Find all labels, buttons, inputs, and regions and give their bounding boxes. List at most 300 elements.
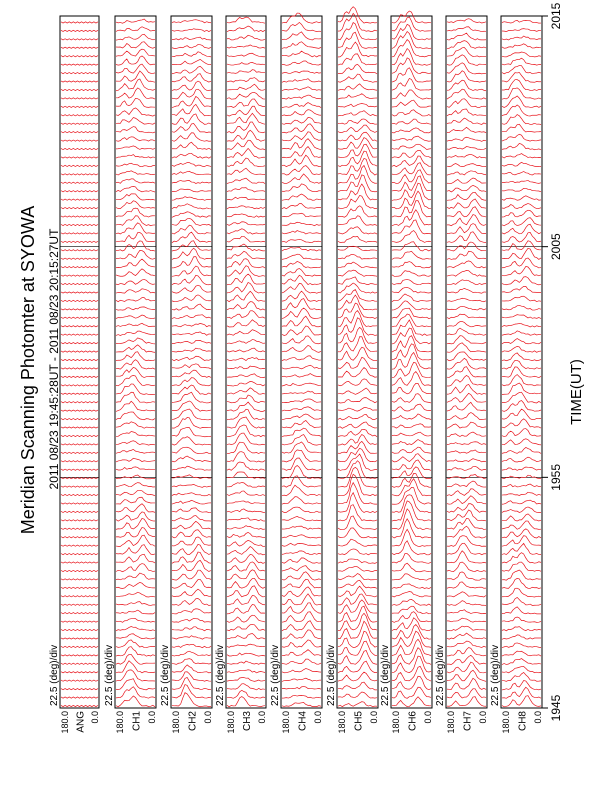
profile-trace <box>227 63 265 66</box>
profile-trace <box>116 352 155 361</box>
profile-trace <box>172 500 211 504</box>
x-tick-label: 1955 <box>549 463 563 491</box>
profile-trace <box>338 429 377 436</box>
profile-trace <box>116 610 155 614</box>
profile-trace <box>61 132 98 133</box>
panel-strip-group <box>49 7 543 734</box>
profile-trace <box>447 178 486 183</box>
profile-trace <box>338 682 377 690</box>
profile-trace <box>338 175 377 192</box>
profile-trace <box>116 98 155 107</box>
profile-trace <box>282 275 321 284</box>
profile-trace <box>502 224 541 234</box>
profile-trace <box>447 633 486 639</box>
profile-trace <box>116 490 155 495</box>
profile-trace <box>282 308 321 319</box>
profile-trace <box>282 399 321 403</box>
profile-trace <box>282 621 321 631</box>
profile-trace <box>502 134 541 141</box>
profile-trace <box>338 290 377 302</box>
profile-trace <box>61 427 98 428</box>
profile-trace <box>282 566 321 572</box>
profile-trace <box>61 494 98 495</box>
profile-trace <box>447 393 486 402</box>
profile-trace <box>502 277 541 285</box>
profile-trace <box>282 204 321 209</box>
profile-trace <box>338 277 377 285</box>
profile-trace <box>282 391 321 394</box>
profile-trace <box>282 442 321 453</box>
profile-trace <box>227 302 265 310</box>
profile-trace <box>227 625 265 631</box>
profile-trace <box>116 42 155 49</box>
profile-trace <box>338 549 377 555</box>
profile-trace <box>338 195 377 208</box>
profile-trace <box>282 326 321 336</box>
profile-trace <box>227 366 265 369</box>
profile-trace <box>338 631 377 647</box>
profile-trace <box>227 188 265 192</box>
profile-trace <box>116 554 155 563</box>
profile-trace <box>172 456 211 462</box>
profile-trace <box>338 672 377 681</box>
profile-trace <box>502 507 541 512</box>
profile-trace <box>502 324 541 327</box>
profile-trace <box>282 283 321 293</box>
profile-trace <box>172 163 211 167</box>
profile-trace <box>338 483 377 504</box>
panel-scale-label: 22.5 (deg)/div <box>215 644 226 706</box>
profile-trace <box>447 384 486 394</box>
profile-trace <box>227 562 265 571</box>
profile-trace <box>392 553 431 563</box>
profile-trace <box>61 47 98 48</box>
profile-trace <box>282 254 321 259</box>
profile-trace <box>338 125 377 133</box>
profile-trace <box>116 241 155 251</box>
profile-trace <box>502 500 541 504</box>
panel-channel-label: CH4 <box>297 711 309 732</box>
profile-trace <box>282 612 321 622</box>
profile-trace <box>116 118 155 125</box>
profile-trace <box>502 124 541 132</box>
profile-trace <box>61 672 98 673</box>
profile-trace <box>282 414 321 420</box>
profile-trace <box>227 634 265 639</box>
panel-frame <box>115 16 156 708</box>
profile-trace <box>502 44 541 48</box>
profile-trace <box>447 127 486 132</box>
profile-trace <box>447 298 486 301</box>
profile-trace <box>392 584 431 589</box>
profile-trace <box>227 684 265 690</box>
profile-trace <box>172 89 211 99</box>
profile-trace <box>447 154 486 158</box>
profile-trace <box>116 661 155 673</box>
profile-trace <box>116 345 155 353</box>
profile-trace <box>392 592 431 597</box>
profile-trace <box>282 231 321 234</box>
profile-trace <box>227 53 265 56</box>
profile-trace <box>447 489 486 496</box>
profile-trace <box>227 197 265 200</box>
profile-trace <box>61 359 98 360</box>
profile-trace <box>116 582 155 588</box>
profile-trace <box>172 340 211 343</box>
profile-trace <box>338 337 377 352</box>
profile-trace <box>447 280 486 285</box>
profile-trace <box>227 274 265 285</box>
profile-trace <box>282 22 321 31</box>
profile-trace <box>502 266 541 275</box>
profile-trace <box>116 627 155 631</box>
profile-trace <box>172 37 211 40</box>
profile-trace <box>227 540 265 546</box>
x-tick-label: 1945 <box>549 694 563 722</box>
panel-ymax-label: 180.0 <box>60 711 70 734</box>
panel-ch3 <box>215 16 267 734</box>
profile-trace <box>116 504 155 513</box>
profile-trace <box>392 541 431 555</box>
profile-trace <box>227 596 265 605</box>
profile-trace <box>282 13 321 23</box>
profile-trace <box>116 545 155 555</box>
profile-trace <box>61 224 98 225</box>
profile-trace <box>61 511 98 512</box>
profile-trace <box>116 512 155 521</box>
profile-trace <box>502 180 541 183</box>
profile-trace <box>61 157 98 158</box>
profile-trace <box>447 164 486 167</box>
panel-scale-label: 22.5 (deg)/div <box>326 644 337 706</box>
profile-trace <box>338 158 377 175</box>
profile-trace <box>392 467 431 479</box>
profile-trace <box>392 404 431 411</box>
panel-ch8 <box>490 16 543 734</box>
profile-trace <box>61 629 98 630</box>
profile-trace <box>392 308 431 318</box>
profile-trace <box>227 330 265 336</box>
profile-trace <box>172 295 211 302</box>
panel-scale-label: 22.5 (deg)/div <box>160 644 171 706</box>
profile-trace <box>116 163 155 166</box>
profile-trace <box>447 526 486 538</box>
profile-trace <box>447 321 486 326</box>
profile-trace <box>447 118 486 124</box>
profile-trace <box>502 666 541 672</box>
profile-trace <box>227 509 265 513</box>
panel-scale-label: 22.5 (deg)/div <box>49 644 60 706</box>
profile-trace <box>116 412 155 420</box>
profile-trace <box>61 385 98 386</box>
profile-trace <box>227 357 265 360</box>
profile-trace <box>61 452 98 453</box>
profile-trace <box>282 345 321 352</box>
profile-trace <box>392 271 431 277</box>
profile-trace <box>61 528 98 529</box>
profile-trace <box>447 109 486 116</box>
profile-trace <box>61 646 98 647</box>
profile-trace <box>502 315 541 319</box>
profile-trace <box>447 551 486 563</box>
profile-trace <box>227 35 265 40</box>
profile-trace <box>172 530 211 538</box>
profile-trace <box>502 475 541 478</box>
profile-trace <box>61 115 98 116</box>
profile-trace <box>282 124 321 133</box>
profile-trace <box>172 552 211 563</box>
profile-trace <box>116 146 155 149</box>
profile-trace <box>61 174 98 175</box>
profile-trace <box>116 223 155 234</box>
profile-trace <box>116 528 155 538</box>
profile-trace <box>116 392 155 403</box>
profile-trace <box>172 81 211 90</box>
profile-trace <box>282 71 321 73</box>
profile-trace <box>282 61 321 65</box>
profile-trace <box>338 74 377 82</box>
profile-trace <box>172 218 211 225</box>
profile-trace <box>338 262 377 268</box>
profile-trace <box>116 279 155 284</box>
profile-trace <box>172 417 211 428</box>
profile-trace <box>502 681 541 690</box>
profile-trace <box>227 251 265 258</box>
profile-trace <box>172 257 211 268</box>
profile-trace <box>392 100 431 107</box>
profile-trace <box>282 365 321 369</box>
profile-trace <box>502 143 541 149</box>
profile-trace <box>172 44 211 48</box>
profile-trace <box>502 115 541 125</box>
profile-trace <box>338 368 377 378</box>
profile-trace <box>447 343 486 353</box>
profile-trace <box>172 484 211 487</box>
profile-trace <box>61 587 98 588</box>
profile-trace <box>227 374 265 378</box>
profile-trace <box>116 375 155 385</box>
profile-trace <box>172 672 211 681</box>
profile-trace <box>61 596 98 597</box>
profile-trace <box>338 111 377 116</box>
profile-trace <box>227 244 265 251</box>
profile-trace <box>116 422 155 429</box>
profile-trace <box>282 507 321 512</box>
profile-trace <box>227 106 265 116</box>
panel-ymin-label: 0.0 <box>478 711 488 724</box>
profile-trace <box>227 311 265 319</box>
profile-trace <box>392 460 431 470</box>
profile-trace <box>227 532 265 537</box>
profile-trace <box>282 103 321 108</box>
profile-trace <box>116 171 155 175</box>
x-tick-group <box>542 2 563 721</box>
profile-trace <box>338 42 377 57</box>
profile-trace <box>172 142 211 149</box>
profile-trace <box>61 334 98 335</box>
profile-trace <box>392 251 431 259</box>
profile-trace <box>116 108 155 116</box>
profile-trace <box>227 578 265 588</box>
profile-trace <box>392 119 431 124</box>
profile-trace <box>172 665 211 673</box>
profile-trace <box>227 84 265 90</box>
profile-trace <box>116 155 155 159</box>
profile-trace <box>116 307 155 310</box>
panel-channel-label: CH6 <box>407 711 419 732</box>
profile-trace <box>172 627 211 631</box>
profile-trace <box>116 384 155 395</box>
profile-trace <box>116 232 155 241</box>
profile-trace <box>392 447 431 453</box>
profile-trace <box>447 678 486 689</box>
profile-trace <box>61 461 98 462</box>
profile-trace <box>447 314 486 318</box>
profile-trace <box>447 648 486 656</box>
profile-trace <box>172 171 211 174</box>
profile-trace <box>61 317 98 318</box>
profile-trace <box>392 262 431 268</box>
profile-trace <box>172 544 211 554</box>
profile-trace <box>61 81 98 82</box>
profile-trace <box>502 154 541 158</box>
profile-trace <box>172 644 211 647</box>
profile-trace <box>502 536 541 547</box>
profile-trace <box>61 123 98 124</box>
profile-trace <box>61 697 98 698</box>
profile-trace <box>227 70 265 74</box>
profile-trace <box>282 450 321 462</box>
profile-trace <box>61 621 98 622</box>
profile-trace <box>116 634 155 639</box>
profile-trace <box>61 469 98 470</box>
profile-trace <box>282 147 321 158</box>
profile-trace <box>172 332 211 335</box>
profile-trace <box>338 505 377 521</box>
profile-trace <box>61 689 98 690</box>
profile-trace <box>338 7 377 23</box>
profile-trace <box>61 39 98 40</box>
profile-trace <box>282 174 321 184</box>
profile-trace <box>392 563 431 572</box>
profile-trace <box>282 640 321 647</box>
profile-trace <box>61 444 98 445</box>
profile-trace <box>338 327 377 343</box>
profile-trace <box>502 643 541 648</box>
profile-trace <box>61 148 98 149</box>
profile-trace <box>227 644 265 647</box>
profile-trace <box>172 20 211 23</box>
profile-trace <box>447 618 486 622</box>
profile-trace <box>447 442 486 445</box>
profile-trace <box>116 127 155 133</box>
profile-trace <box>172 515 211 521</box>
panel-channel-label: CH2 <box>187 711 199 732</box>
profile-trace <box>227 425 265 437</box>
profile-trace <box>392 128 431 133</box>
profile-trace <box>61 199 98 200</box>
profile-trace <box>227 17 265 23</box>
profile-trace <box>447 47 486 56</box>
profile-trace <box>502 429 541 437</box>
profile-trace <box>61 638 98 639</box>
profile-trace <box>227 526 265 530</box>
profile-trace <box>502 570 541 580</box>
profile-trace <box>502 286 541 292</box>
profile-trace <box>282 678 321 681</box>
panel-ymin-label: 0.0 <box>90 711 100 724</box>
profile-trace <box>227 320 265 327</box>
profile-trace <box>116 27 155 32</box>
profile-trace <box>282 579 321 588</box>
profile-trace <box>502 203 541 208</box>
profile-trace <box>447 352 486 361</box>
panel-ymax-label: 180.0 <box>115 711 125 734</box>
profile-trace <box>338 414 377 419</box>
profile-trace <box>172 241 211 251</box>
profile-trace <box>447 288 486 293</box>
panel-channel-label: CH5 <box>353 711 365 732</box>
panel-channel-label: CH8 <box>517 711 529 732</box>
profile-trace <box>447 626 486 631</box>
profile-trace <box>447 496 486 505</box>
panel-ymax-label: 180.0 <box>281 711 291 734</box>
profile-trace <box>282 139 321 150</box>
profile-trace <box>61 309 98 310</box>
profile-trace <box>116 269 155 276</box>
profile-trace <box>61 478 98 479</box>
profile-trace <box>502 401 541 412</box>
panel-ymax-label: 180.0 <box>501 711 511 734</box>
profile-trace <box>447 336 486 344</box>
profile-trace <box>61 233 98 234</box>
profile-trace <box>392 687 431 698</box>
profile-trace <box>447 592 486 597</box>
profile-trace <box>502 72 541 82</box>
profile-trace <box>338 692 377 698</box>
profile-trace <box>227 236 265 242</box>
profile-trace <box>282 79 321 83</box>
profile-trace <box>61 410 98 411</box>
profile-trace <box>282 51 321 57</box>
profile-trace <box>447 601 486 606</box>
profile-trace <box>447 89 486 99</box>
profile-trace <box>227 214 265 217</box>
profile-trace <box>502 196 541 200</box>
profile-trace <box>502 58 541 65</box>
profile-trace <box>447 562 486 572</box>
profile-trace <box>61 30 98 31</box>
panel-scale-label: 22.5 (deg)/div <box>270 644 281 706</box>
profile-trace <box>502 635 541 639</box>
profile-trace <box>282 383 321 386</box>
profile-trace <box>227 388 265 394</box>
profile-trace <box>172 356 211 361</box>
profile-trace <box>502 258 541 268</box>
profile-trace <box>282 497 321 505</box>
profile-trace <box>116 216 155 226</box>
panel-ymax-label: 180.0 <box>391 711 401 734</box>
profile-trace <box>447 270 486 276</box>
profile-trace <box>172 285 211 293</box>
profile-trace <box>392 136 431 141</box>
profile-trace <box>392 519 431 538</box>
profile-trace <box>392 90 431 99</box>
profile-trace <box>172 59 211 64</box>
profile-trace <box>447 199 486 209</box>
profile-trace <box>282 261 321 267</box>
profile-trace <box>227 148 265 158</box>
